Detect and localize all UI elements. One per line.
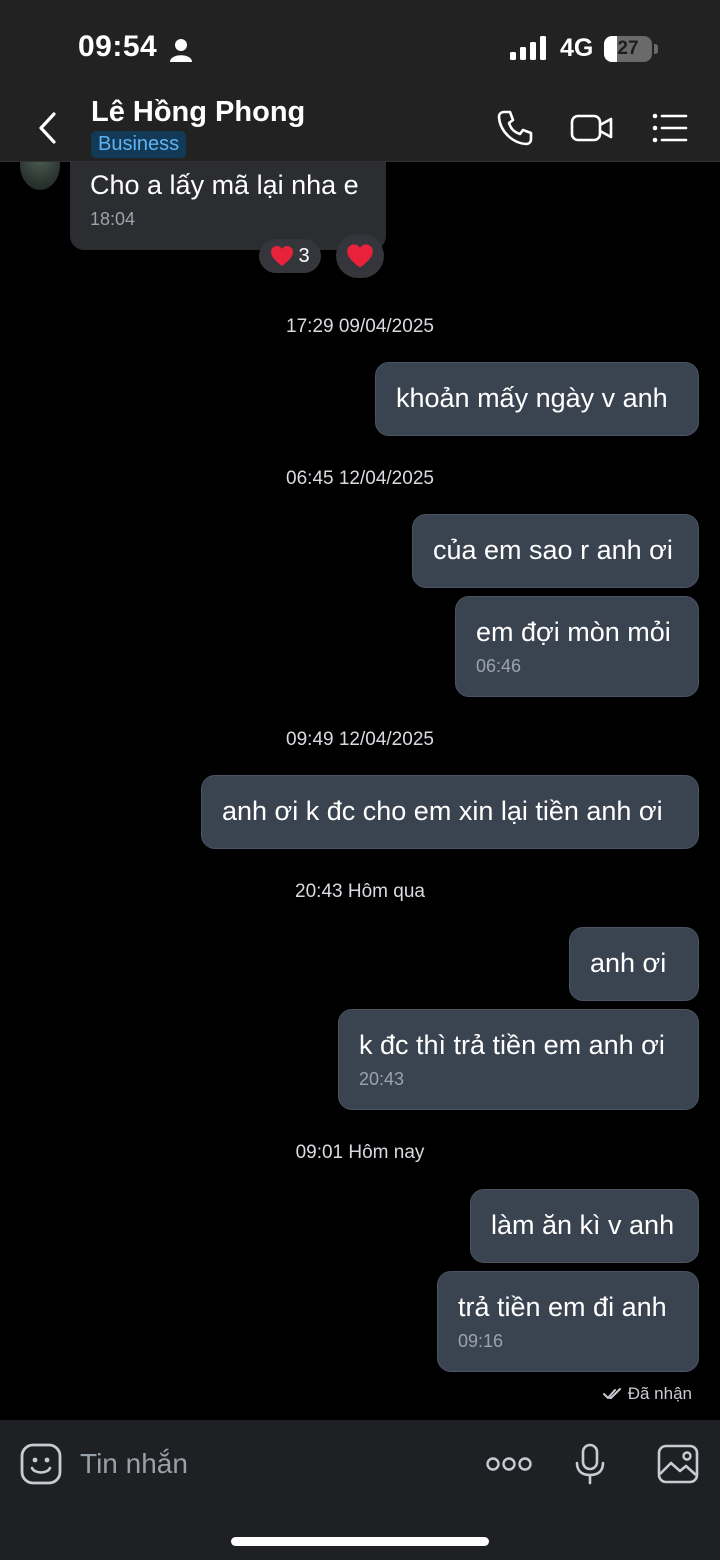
outgoing-message[interactable] [201, 775, 699, 849]
message-text: trả tiền em đi anh [458, 1292, 667, 1322]
video-call-icon[interactable] [570, 108, 614, 148]
message-text: anh ơi k đc cho em xin lại tiền anh ơi [222, 796, 663, 826]
chat-header [0, 92, 720, 162]
signal-icon [510, 36, 546, 60]
reaction-count: 3 [298, 244, 310, 267]
battery-cap [654, 44, 658, 54]
contact-name[interactable]: Lê Hồng Phong [91, 96, 306, 128]
heart-icon [346, 243, 374, 269]
heart-icon [270, 245, 294, 267]
outgoing-message[interactable] [375, 362, 699, 436]
date-separator: 09:01 Hôm nay [295, 1142, 425, 1163]
more-options-icon[interactable] [486, 1442, 532, 1486]
outgoing-message[interactable] [437, 1271, 699, 1372]
status-time: 09:54 [78, 30, 158, 63]
message-text: của em sao r anh ơi [433, 535, 673, 565]
battery-body [604, 36, 652, 62]
date-separator: 06:45 12/04/2025 [286, 468, 434, 489]
outgoing-message[interactable] [338, 1009, 699, 1110]
message-composer [0, 1420, 720, 1560]
message-list[interactable] [0, 162, 720, 1420]
back-button[interactable] [30, 108, 66, 148]
contact-avatar[interactable] [20, 162, 60, 190]
message-text: em đợi mòn mỏi [476, 617, 671, 647]
message-input[interactable] [80, 1442, 460, 1486]
outgoing-message[interactable] [569, 927, 699, 1001]
home-indicator[interactable] [231, 1537, 489, 1546]
message-time: 06:46 [476, 656, 522, 676]
battery-indicator [604, 36, 656, 62]
react-button[interactable] [336, 234, 384, 278]
message-time: 09:16 [458, 1331, 504, 1351]
delivery-status [603, 1384, 692, 1404]
date-separator: 09:49 12/04/2025 [286, 729, 434, 750]
delivery-status-label: Đã nhận [627, 1384, 692, 1403]
message-time: 18:04 [90, 209, 136, 229]
person-icon [170, 38, 192, 62]
microphone-icon[interactable] [568, 1442, 612, 1486]
reaction-summary[interactable] [259, 239, 321, 273]
outgoing-message[interactable] [470, 1189, 699, 1263]
sticker-emoji-icon[interactable] [19, 1442, 63, 1486]
image-gallery-icon[interactable] [656, 1442, 700, 1486]
message-text: khoản mấy ngày v anh [396, 383, 668, 413]
network-label: 4G [560, 34, 594, 62]
message-text: làm ăn kì v anh [491, 1210, 675, 1240]
status-bar [0, 0, 720, 92]
message-text: k đc thì trả tiền em anh ơi [359, 1030, 665, 1060]
message-text: Cho a lấy mã lại nha e [90, 170, 359, 200]
message-text: anh ơi [590, 948, 667, 978]
outgoing-message[interactable] [455, 596, 699, 697]
business-badge: Business [91, 131, 186, 158]
incoming-message[interactable] [70, 162, 386, 250]
outgoing-message[interactable] [412, 514, 699, 588]
phone-call-icon[interactable] [495, 108, 535, 148]
double-check-icon [603, 1387, 623, 1401]
date-separator: 17:29 09/04/2025 [286, 316, 434, 337]
battery-level: 27 [617, 38, 639, 59]
date-separator: 20:43 Hôm qua [295, 881, 425, 902]
message-time: 20:43 [359, 1069, 405, 1089]
menu-list-icon[interactable] [650, 108, 690, 148]
